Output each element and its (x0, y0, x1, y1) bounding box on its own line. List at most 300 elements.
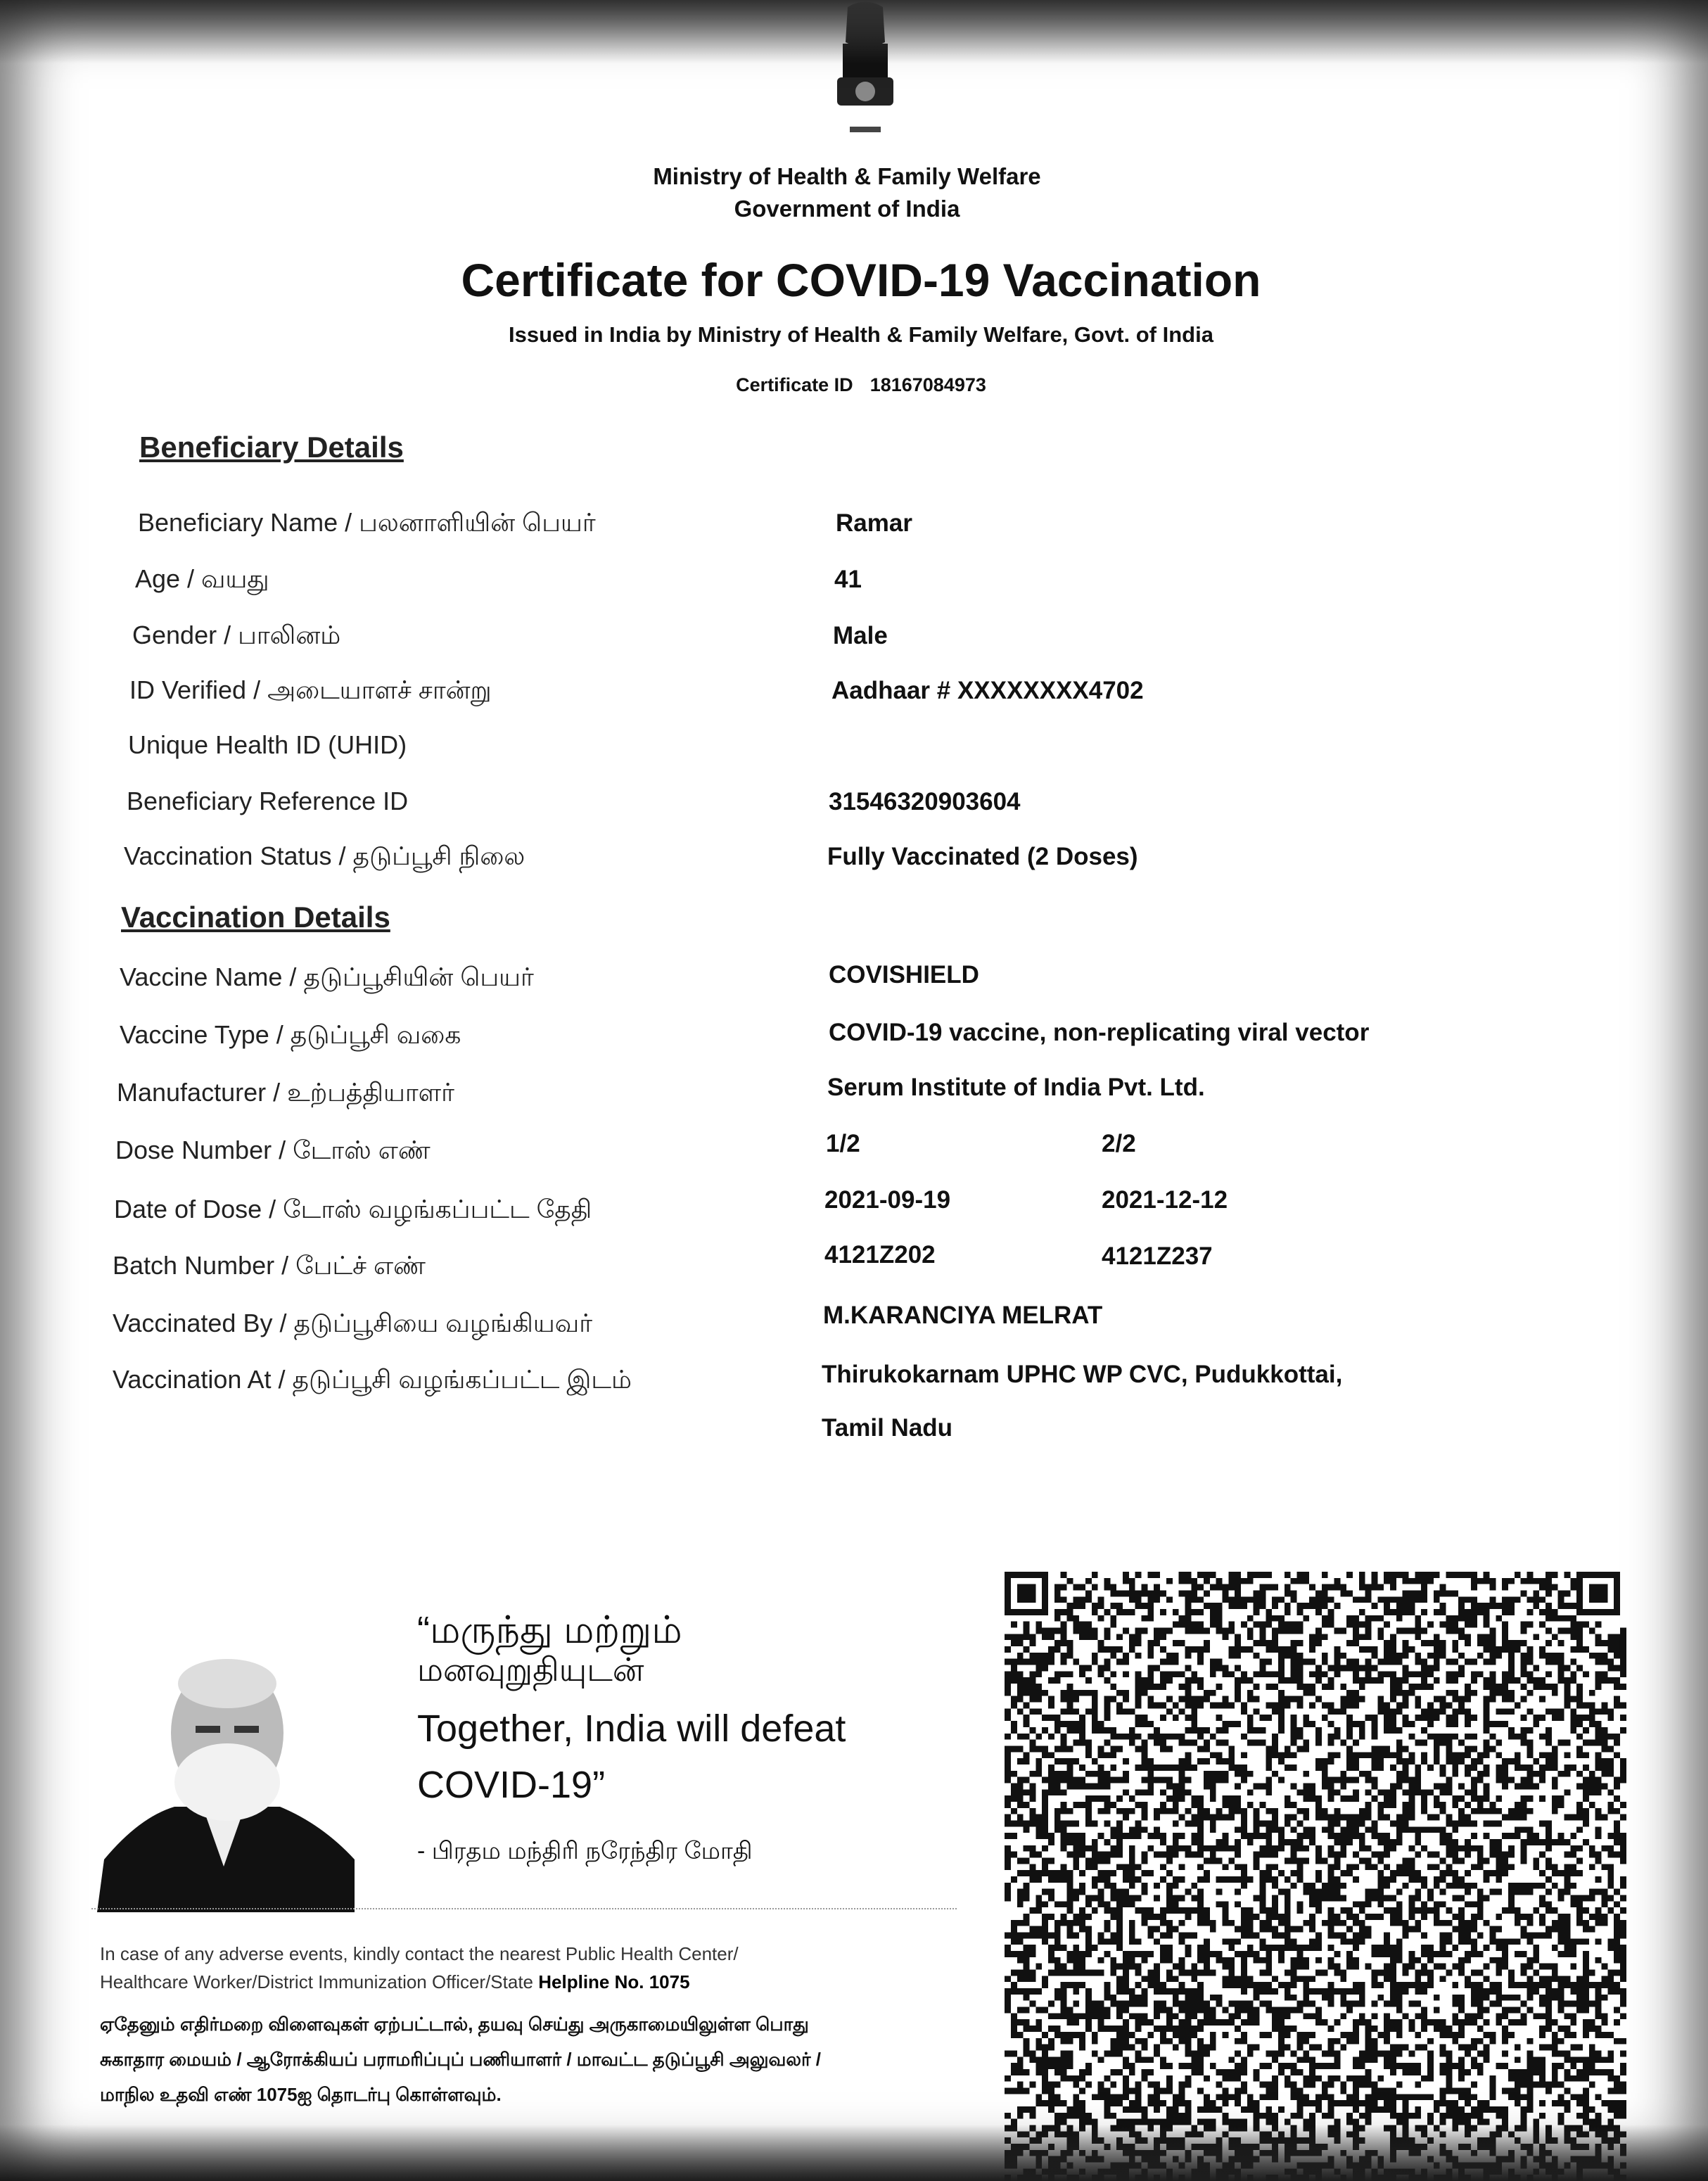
qr-module (1471, 1603, 1477, 1609)
qr-module (1254, 1833, 1260, 1839)
qr-module (1048, 2087, 1054, 2094)
qr-module (1365, 2082, 1372, 2088)
qr-module (1564, 2056, 1570, 2063)
qr-module (1110, 1889, 1116, 1895)
qr-module (1334, 1708, 1341, 1715)
qr-module (1024, 1659, 1030, 1665)
qr-module (1278, 2013, 1285, 2019)
qr-module (1254, 1995, 1260, 2001)
qr-module (1254, 2045, 1260, 2051)
qr-module (1278, 2106, 1285, 2113)
qr-module (1396, 1659, 1403, 1665)
qr-module (1620, 1771, 1626, 1777)
qr-module (1191, 1988, 1197, 1995)
qr-module (1564, 1852, 1570, 1858)
qr-module (1079, 1920, 1085, 1926)
qr-module (1085, 1665, 1092, 1672)
qr-module (1458, 1820, 1465, 1826)
qr-module (1546, 1764, 1552, 1771)
qr-module (1359, 1820, 1365, 1826)
qr-module (1222, 1876, 1228, 1883)
qr-module (1035, 1876, 1042, 1883)
qr-module (1235, 1721, 1241, 1727)
qr-module (1421, 1665, 1427, 1672)
qr-module (1359, 1696, 1365, 1703)
dose-2-date: 2021-12-12 (1102, 1186, 1228, 1214)
qr-module (1116, 1864, 1123, 1870)
qr-module (1241, 1677, 1247, 1684)
qr-module (1216, 1758, 1223, 1764)
qr-module (1502, 1684, 1508, 1690)
qr-module (1589, 1789, 1595, 1795)
qr-module (1185, 1622, 1191, 1628)
qr-module (1403, 1926, 1409, 1933)
qr-module (1396, 1951, 1403, 1957)
qr-module (1210, 1995, 1216, 2001)
qr-module (1210, 1777, 1216, 1783)
qr-module (1576, 1982, 1583, 1988)
qr-module (1465, 1982, 1471, 1988)
qr-module (1607, 1764, 1614, 1771)
qr-module (1116, 1938, 1123, 1945)
qr-module (1539, 1653, 1546, 1659)
qr-module (1558, 1665, 1564, 1672)
qr-module (1005, 1746, 1011, 1752)
qr-module (1054, 1609, 1061, 1615)
qr-module (1147, 1870, 1154, 1876)
qr-module (1427, 2063, 1434, 2069)
qr-module (1296, 1671, 1303, 1677)
qr-module (1054, 1826, 1061, 1833)
qr-module (1546, 1758, 1552, 1764)
qr-module (1266, 1964, 1272, 1970)
qr-module (1620, 1907, 1626, 1914)
qr-module (1558, 1795, 1564, 1802)
qr-module (1589, 1708, 1595, 1715)
qr-module (1024, 2087, 1030, 2094)
qr-module (1166, 1734, 1173, 1740)
qr-module (1042, 1870, 1048, 1876)
qr-module (1533, 1721, 1539, 1727)
qr-module (1527, 1596, 1533, 1603)
qr-module (1254, 1708, 1260, 1715)
qr-module (1017, 2007, 1024, 2014)
qr-module (1061, 1876, 1067, 1883)
qr-module (1296, 2087, 1303, 2094)
qr-module (1073, 1839, 1079, 1845)
qr-module (1372, 1783, 1378, 1789)
qr-module (1216, 2001, 1223, 2007)
qr-module (1005, 2050, 1011, 2056)
vaccine-type-label: Vaccine Type / தடுப்பூசி வகை (120, 1020, 461, 1049)
qr-module (1048, 1703, 1054, 1709)
qr-module (1147, 1734, 1154, 1740)
qr-module (1042, 1933, 1048, 1939)
qr-module (1005, 1951, 1011, 1957)
qr-module (1185, 1764, 1191, 1771)
qr-module (1129, 2100, 1135, 2106)
qr-module (1179, 1982, 1185, 1988)
qr-module (1496, 1982, 1502, 1988)
qr-module (1067, 1783, 1073, 1789)
qr-module (1166, 1659, 1173, 1665)
qr-module (1085, 1901, 1092, 1907)
qr-module (1359, 1622, 1365, 1628)
qr-module (1116, 1703, 1123, 1709)
qr-module (1024, 1622, 1030, 1628)
qr-module (1334, 1659, 1341, 1665)
qr-module (1322, 1777, 1328, 1783)
qr-module (1017, 1814, 1024, 1821)
qr-module (1166, 1764, 1173, 1771)
qr-module (1085, 2063, 1092, 2069)
qr-module (1589, 1690, 1595, 1696)
qr-module (1179, 2100, 1185, 2106)
qr-module (1315, 1764, 1322, 1771)
qr-module (1123, 1653, 1129, 1659)
qr-module (1564, 1914, 1570, 1920)
qr-module (1508, 2094, 1515, 2100)
qr-module (1154, 1970, 1160, 1976)
qr-module (1452, 1690, 1458, 1696)
qr-module (1160, 1957, 1166, 1964)
qr-module (1434, 1665, 1440, 1672)
qr-module (1384, 1883, 1390, 1889)
qr-module (1197, 1677, 1204, 1684)
qr-module (1403, 1609, 1409, 1615)
qr-module (1471, 2094, 1477, 2100)
qr-module (1017, 1789, 1024, 1795)
qr-module (1116, 1808, 1123, 1814)
qr-module (1583, 1820, 1589, 1826)
qr-module (1129, 1708, 1135, 1715)
qr-module (1601, 1964, 1607, 1970)
qr-module (1104, 1820, 1111, 1826)
qr-module (1322, 1634, 1328, 1640)
qr-module (1403, 2100, 1409, 2106)
qr-module (1359, 1988, 1365, 1995)
qr-module (1521, 1914, 1527, 1920)
vaccination-details-heading: Vaccination Details (121, 901, 390, 934)
qr-module (1614, 1795, 1620, 1802)
certificate-id-value: 18167084973 (869, 374, 986, 395)
qr-module (1228, 1976, 1235, 1982)
qr-module (1340, 1584, 1346, 1591)
qr-module (1607, 2075, 1614, 2082)
qr-module (1179, 1783, 1185, 1789)
qr-module (1372, 1665, 1378, 1672)
qr-module (1216, 1889, 1223, 1895)
qr-module (1042, 1795, 1048, 1802)
qr-module (1595, 1852, 1602, 1858)
qr-module (1527, 1826, 1533, 1833)
qr-module (1123, 1609, 1129, 1615)
qr-module (1030, 1684, 1036, 1690)
qr-module (1024, 1628, 1030, 1634)
qr-module (1489, 1640, 1496, 1646)
qr-module (1296, 2113, 1303, 2119)
qr-module (1061, 1826, 1067, 1833)
qr-module (1353, 2094, 1359, 2100)
qr-module (1515, 1640, 1521, 1646)
qr-module (1241, 1777, 1247, 1783)
qr-module (1191, 1609, 1197, 1615)
qr-module (1521, 1777, 1527, 1783)
qr-module (1204, 1646, 1210, 1653)
qr-module (1247, 1976, 1254, 1982)
qr-module (1204, 2019, 1210, 2026)
qr-module (1054, 1727, 1061, 1734)
qr-module (1048, 2063, 1054, 2069)
qr-module (1570, 1634, 1576, 1640)
qr-module (1278, 1690, 1285, 1696)
qr-module (1409, 1964, 1415, 1970)
qr-module (1061, 1690, 1067, 1696)
qr-module (1484, 1764, 1490, 1771)
qr-module (1489, 1852, 1496, 1858)
qr-module (1353, 1703, 1359, 1709)
qr-module (1173, 1833, 1179, 1839)
qr-module (1546, 1839, 1552, 1845)
qr-module (1129, 2001, 1135, 2007)
qr-module (1527, 1957, 1533, 1964)
qr-module (1390, 1708, 1396, 1715)
qr-module (1179, 1895, 1185, 1902)
qr-module (1035, 1653, 1042, 1659)
qr-module (1607, 2087, 1614, 2094)
qr-module (1204, 2013, 1210, 2019)
qr-module (1427, 2019, 1434, 2026)
qr-module (1576, 1696, 1583, 1703)
qr-module (1502, 1957, 1508, 1964)
qr-module (1142, 1615, 1148, 1622)
qr-module (1197, 2007, 1204, 2014)
qr-module (1570, 2045, 1576, 2051)
qr-module (1533, 1988, 1539, 1995)
qr-module (1254, 2007, 1260, 2014)
qr-module (1595, 1640, 1602, 1646)
qr-module (1614, 1640, 1620, 1646)
qr-module (1440, 1640, 1446, 1646)
qr-module (1546, 2001, 1552, 2007)
qr-module (1266, 1920, 1272, 1926)
qr-module (1048, 1951, 1054, 1957)
qr-module (1415, 1895, 1421, 1902)
qr-module (1315, 1988, 1322, 1995)
qr-module (1296, 2069, 1303, 2075)
qr-module (1259, 1889, 1266, 1895)
qr-module (1303, 1684, 1309, 1690)
qr-module (1005, 1883, 1011, 1889)
qr-module (1384, 1945, 1390, 1951)
qr-module (1564, 1920, 1570, 1926)
qr-module (1452, 1857, 1458, 1864)
qr-module (1024, 2007, 1030, 2014)
qr-module (1110, 1907, 1116, 1914)
qr-module (1104, 2013, 1111, 2019)
qr-module (1465, 1820, 1471, 1826)
qr-module (1595, 1684, 1602, 1690)
qr-module (1098, 1857, 1104, 1864)
qr-module (1508, 1596, 1515, 1603)
qr-module (1259, 1982, 1266, 1988)
qr-module (1328, 2063, 1334, 2069)
scan-shadow-top (0, 0, 1708, 63)
qr-module (1173, 1876, 1179, 1883)
qr-module (1272, 1808, 1278, 1814)
qr-module (1142, 1883, 1148, 1889)
qr-module (1054, 1789, 1061, 1795)
qr-module (1539, 2056, 1546, 2063)
qr-module (1166, 1808, 1173, 1814)
qr-module (1607, 1789, 1614, 1795)
qr-module (1508, 1777, 1515, 1783)
qr-module (1241, 2056, 1247, 2063)
qr-module (1129, 1845, 1135, 1852)
qr-module (1173, 1976, 1179, 1982)
qr-module (1334, 1933, 1341, 1939)
qr-module (1278, 1628, 1285, 1634)
qr-module (1216, 1727, 1223, 1734)
qr-module (1266, 1870, 1272, 1876)
qr-module (1191, 1591, 1197, 1597)
qr-module (1427, 1945, 1434, 1951)
qr-module (1204, 1740, 1210, 1746)
qr-module (1377, 1802, 1384, 1808)
qr-module (1365, 1659, 1372, 1665)
qr-module (1322, 1615, 1328, 1622)
qr-module (1154, 1591, 1160, 1597)
qr-module (1328, 1889, 1334, 1895)
qr-module (1446, 1591, 1453, 1597)
qr-module (1484, 2106, 1490, 2113)
qr-module (1595, 2113, 1602, 2119)
qr-module (1110, 1622, 1116, 1628)
qr-module (1396, 1907, 1403, 1914)
qr-module (1589, 1864, 1595, 1870)
qr-module (1191, 1907, 1197, 1914)
qr-module (1110, 1870, 1116, 1876)
qr-module (1614, 1783, 1620, 1789)
qr-module (1197, 1845, 1204, 1852)
qr-module (1104, 1852, 1111, 1858)
qr-module (1377, 1764, 1384, 1771)
qr-module (1527, 1920, 1533, 1926)
qr-module (1583, 1727, 1589, 1734)
qr-module (1067, 1870, 1073, 1876)
qr-module (1570, 1964, 1576, 1970)
qr-module (1123, 1833, 1129, 1839)
qr-module (1353, 2063, 1359, 2069)
qr-module (1564, 2106, 1570, 2113)
qr-module (1502, 1995, 1508, 2001)
qr-module (1508, 1671, 1515, 1677)
qr-module (1204, 1870, 1210, 1876)
qr-module (1061, 1970, 1067, 1976)
qr-module (1272, 2082, 1278, 2088)
qr-module (1030, 2050, 1036, 2056)
qr-module (1291, 1883, 1297, 1889)
qr-module (1061, 2063, 1067, 2069)
qr-module (1372, 2087, 1378, 2094)
qr-module (1116, 1895, 1123, 1902)
qr-module (1005, 1659, 1011, 1665)
qr-module (1377, 1659, 1384, 1665)
qr-module (1160, 1609, 1166, 1615)
qr-module (1054, 2032, 1061, 2038)
qr-module (1576, 1870, 1583, 1876)
qr-module (1607, 2050, 1614, 2056)
qr-module (1123, 1696, 1129, 1703)
qr-module (1024, 1920, 1030, 1926)
qr-module (1521, 1671, 1527, 1677)
qr-module (1179, 1758, 1185, 1764)
qr-module (1372, 2050, 1378, 2056)
qr-module (1291, 1727, 1297, 1734)
qr-module (1346, 1864, 1353, 1870)
qr-module (1614, 1951, 1620, 1957)
qr-module (1110, 1995, 1116, 2001)
qr-module (1465, 1839, 1471, 1845)
qr-module (1123, 1901, 1129, 1907)
qr-module (1328, 1945, 1334, 1951)
qr-module (1185, 1727, 1191, 1734)
qr-module (1291, 2063, 1297, 2069)
qr-module (1061, 1659, 1067, 1665)
qr-module (1110, 1603, 1116, 1609)
qr-module (1024, 2038, 1030, 2045)
qr-module (1073, 1982, 1079, 1988)
qr-module (1595, 1814, 1602, 1821)
qr-module (1372, 1746, 1378, 1752)
qr-module (1583, 1764, 1589, 1771)
qr-module (1533, 1933, 1539, 1939)
qr-module (1465, 1933, 1471, 1939)
qr-module (1409, 2063, 1415, 2069)
qr-module (1048, 1970, 1054, 1976)
qr-module (1291, 1591, 1297, 1597)
qr-module (1303, 1845, 1309, 1852)
qr-module (1409, 1864, 1415, 1870)
qr-module (1073, 1584, 1079, 1591)
qr-module (1452, 1895, 1458, 1902)
qr-module (1396, 1920, 1403, 1926)
qr-module (1116, 1845, 1123, 1852)
qr-module (1620, 1634, 1626, 1640)
qr-module (1353, 2087, 1359, 2094)
qr-module (1067, 1696, 1073, 1703)
qr-module (1085, 1914, 1092, 1920)
qr-module (1365, 1584, 1372, 1591)
qr-module (1035, 2019, 1042, 2026)
qr-module (1328, 1721, 1334, 1727)
qr-module (1365, 1826, 1372, 1833)
qr-module (1465, 1696, 1471, 1703)
qr-module (1110, 1671, 1116, 1677)
qr-module (1409, 1814, 1415, 1821)
qr-module (1539, 1933, 1546, 1939)
qr-module (1067, 2038, 1073, 2045)
qr-module (1403, 1591, 1409, 1597)
qr-module (1017, 2087, 1024, 2094)
qr-module (1160, 1671, 1166, 1677)
qr-module (1291, 1740, 1297, 1746)
qr-module (1415, 1833, 1421, 1839)
qr-module (1061, 1758, 1067, 1764)
qr-module (1285, 1584, 1291, 1591)
qr-module (1296, 1864, 1303, 1870)
qr-module (1620, 1964, 1626, 1970)
